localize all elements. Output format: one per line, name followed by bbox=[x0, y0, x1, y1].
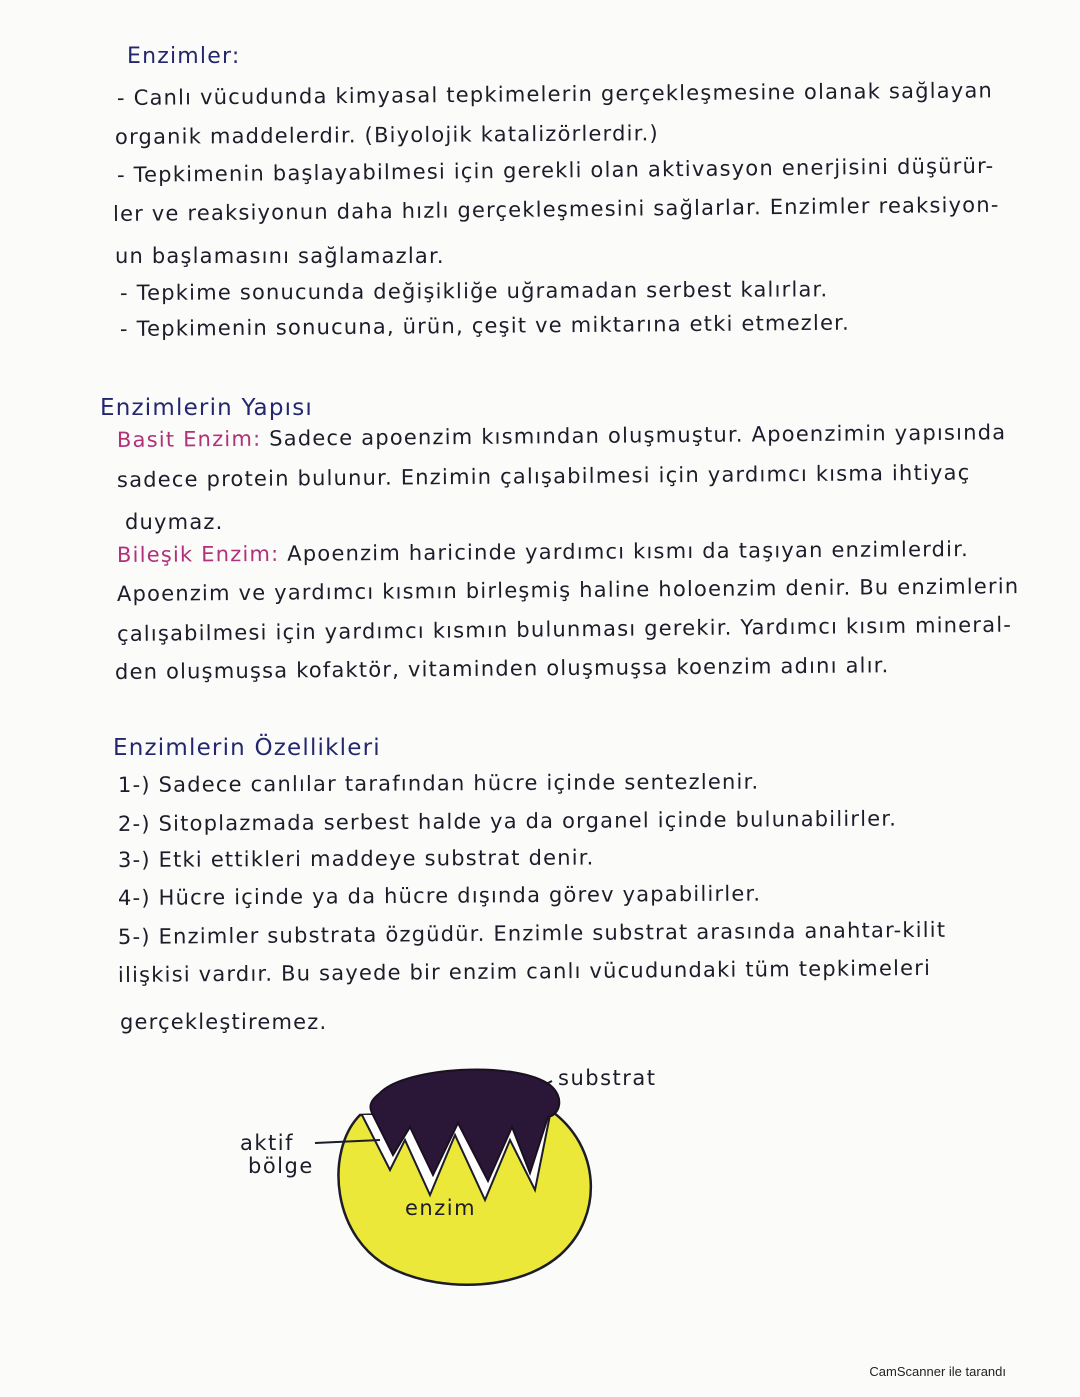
text-line: den oluşmuşsa kofaktör, vitaminden oluşmuşsa koenzim adını alır. bbox=[114, 653, 890, 684]
section-title-yapi: Enzimlerin Yapısı bbox=[100, 395, 313, 421]
basit-enzim-label: Basit Enzim: bbox=[116, 426, 262, 452]
text-line: - Tepkimenin başlayabilmesi için gerekli olan aktivasyon enerjisini düşürür- bbox=[116, 153, 995, 187]
section-title-ozellikler: Enzimlerin Özellikleri bbox=[113, 735, 381, 761]
section-title-enzimler: Enzimler: bbox=[127, 44, 241, 69]
text-line: - Tepkime sonucunda değişikliğe uğramadan serbest kalırlar. bbox=[119, 277, 829, 305]
text-line: ler ve reaksiyonun daha hızlı gerçekleşmesini sağlarlar. Enzimler reaksiyon- bbox=[112, 192, 1000, 226]
basit-enzim-line bbox=[117, 420, 1006, 452]
enzim-label: enzim bbox=[405, 1196, 477, 1220]
substrat-label: substrat bbox=[558, 1066, 657, 1090]
text-line: çalışabilmesi için yardımcı kısmın bulunması gerekir. Yardımcı kısım mineral- bbox=[116, 612, 1013, 646]
text-line: - Tepkimenin sonucuna, ürün, çeşit ve miktarına etki etmezler. bbox=[119, 310, 851, 341]
bilesik-enzim-text: Apoenzim haricinde yardımcı kısmı da taşıyan enzimlerdir. bbox=[287, 537, 970, 566]
text-line: un başlamasını sağlamazlar. bbox=[115, 244, 445, 268]
bilesik-enzim-label: Bileşik Enzim: bbox=[116, 541, 280, 567]
enzyme-substrate-diagram bbox=[230, 1055, 690, 1305]
aktif-label: aktif bbox=[240, 1131, 294, 1155]
text-line: - Canlı vücudunda kimyasal tepkimelerin gerçekleşmesine olanak sağlayan bbox=[116, 78, 994, 110]
list-item: 1-) Sadece canlılar tarafından hücre içinde sentezlenir. bbox=[117, 769, 760, 797]
bilesik-enzim-line bbox=[117, 537, 969, 567]
text-line: gerçekleştiremez. bbox=[120, 1010, 328, 1034]
text-line: ilişkisi vardır. Bu sayede bir enzim canlı vücudundaki tüm tepkimeleri bbox=[117, 955, 932, 987]
substrat-arrow bbox=[548, 1081, 552, 1083]
text-line: sadece protein bulunur. Enzimin çalışabilmesi için yardımcı kısma ihtiyaç bbox=[116, 460, 971, 492]
list-item: 2-) Sitoplazmada serbest halde ya da organel içinde bulunabilirler. bbox=[117, 806, 898, 836]
list-item: 5-) Enzimler substrata özgüdür. Enzimle substrat arasında anahtar-kilit bbox=[117, 917, 947, 949]
basit-enzim-text: Sadece apoenzim kısmından oluşmuştur. Apoenzimin yapısında bbox=[269, 420, 1007, 451]
text-line: duymaz. bbox=[125, 510, 224, 534]
text-line: organik maddelerdir. (Biyolojik katalizörlerdir.) bbox=[114, 121, 659, 149]
bolge-label: bölge bbox=[248, 1154, 314, 1178]
text-line: Apoenzim ve yardımcı kısmın birleşmiş haline holoenzim denir. Bu enzimlerin bbox=[116, 574, 1020, 606]
scanner-watermark: CamScanner ile tarandı bbox=[869, 1364, 1006, 1379]
list-item: 4-) Hücre içinde ya da hücre dışında görev yapabilirler. bbox=[117, 881, 762, 910]
list-item: 3-) Etki ettikleri maddeye substrat denir. bbox=[117, 845, 595, 872]
